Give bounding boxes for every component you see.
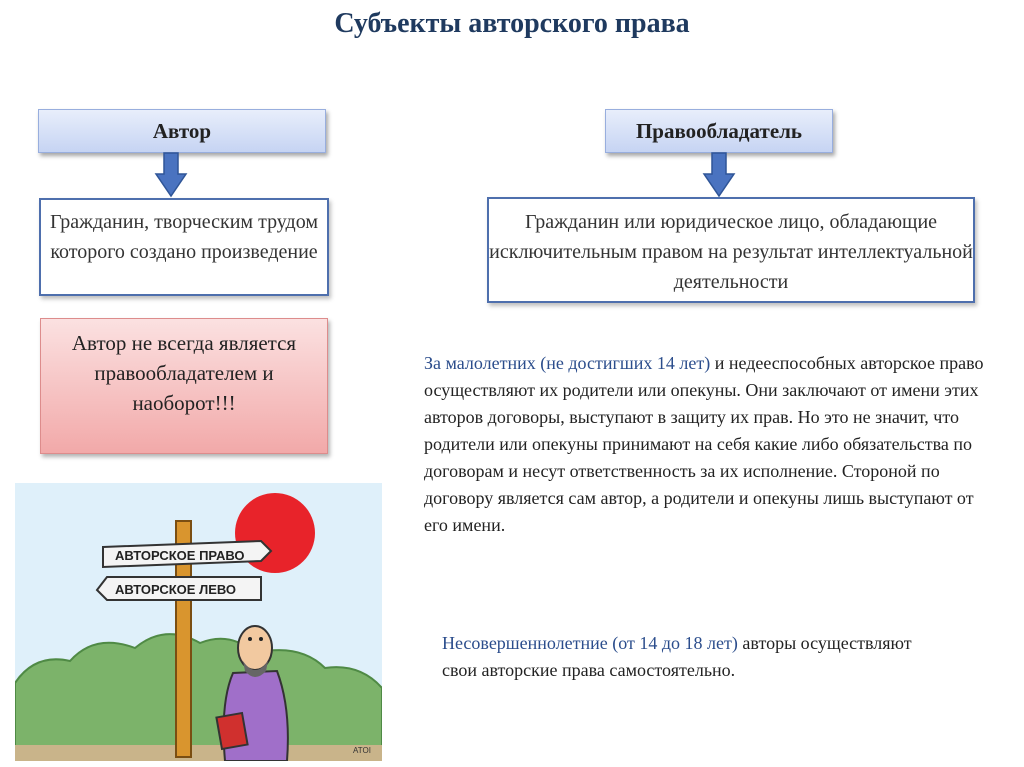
minors-text: и недееспособных авторское право осуществляют их родители или опекуны. Они заключают от имени этих авторов договоры, выступают в защиту их прав. Но это не значит, что родители или опекуны принимают на себя какие либо обязательства по договорам и несут ответственность за их исполнение. Стороной по договору является сам автор, а родители и опекуны лишь выступают от его имени. <box>424 353 984 535</box>
teens-lead: Несовершеннолетние (от 14 до 18 лет) <box>442 633 738 653</box>
holder-definition: Гражданин или юридическое лицо, обладающие исключительным правом на результат интеллектуальной деятельности <box>487 197 975 303</box>
teens-paragraph <box>442 630 912 684</box>
holder-heading: Правообладатель <box>605 109 833 153</box>
minors-paragraph <box>424 350 994 539</box>
ground <box>15 745 382 761</box>
holder-down-arrow-icon <box>702 152 736 198</box>
author-down-arrow-icon <box>154 152 188 198</box>
page-title: Субъекты авторского права <box>334 8 690 39</box>
cartoon-signature: ATOI <box>353 746 371 755</box>
author-holder-note: Автор не всегда является правообладателем и наоборот!!! <box>40 318 328 454</box>
author-heading: Автор <box>38 109 326 153</box>
teens-text: авторы осуществляют свои авторские права самостоятельно. <box>442 633 912 680</box>
signpost-cartoon <box>15 483 382 761</box>
minors-lead: За малолетних (не достигших 14 лет) <box>424 353 711 373</box>
sign-bottom-label: АВТОРСКОЕ ЛЕВО <box>115 582 237 597</box>
author-definition: Гражданин, творческим трудом которого создано произведение <box>39 198 329 296</box>
sign-top-label: АВТОРСКОЕ ПРАВО <box>115 548 245 563</box>
